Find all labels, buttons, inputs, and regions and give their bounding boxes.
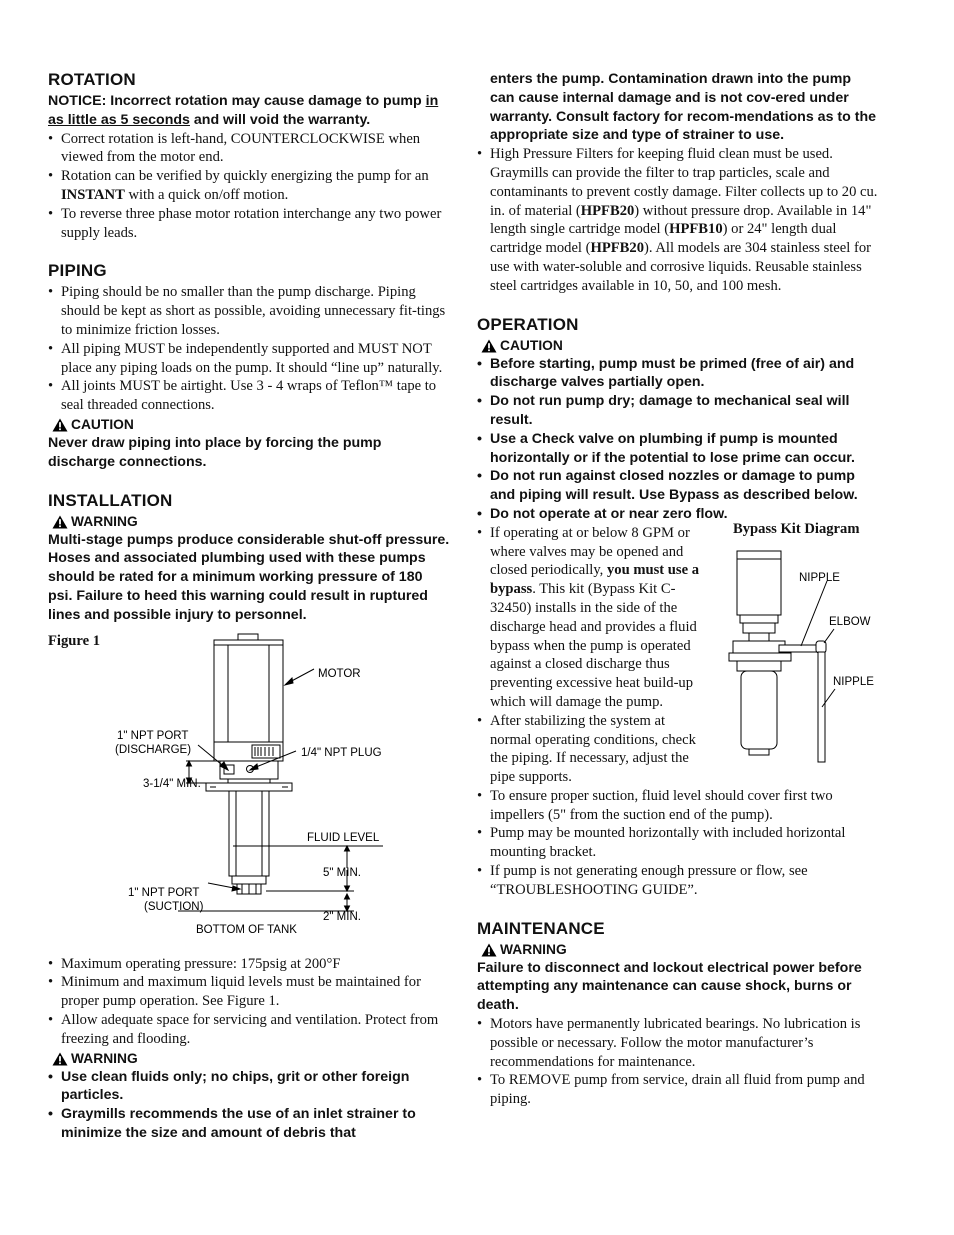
list-item: • Motors have permanently lubricated bearings. No lubrication is possible or necessary. Follow the motor manufacturer’s recommendations for maintenance. [477, 1015, 879, 1071]
label-motor: MOTOR [318, 667, 361, 680]
label-discharge-1: 1" NPT PORT [117, 729, 189, 742]
installation-heading: INSTALLATION [48, 490, 173, 510]
warning-text: Multi-stage pumps produce considerable shut-off pressure. Hoses and associated plumbing used with these pumps should be rated for a minimum working pressure of 180 psi. Failure to heed this warning could result in ruptured lines and possible injury to personnel. [48, 531, 450, 623]
rotation-heading: ROTATION [48, 70, 136, 89]
list-item: • All joints MUST be airtight. Use 3 - 4 wraps of Teflon™ tape to seal threaded connections. [48, 377, 450, 415]
list-item: • Use a Check valve on plumbing if pump is mounted horizontally or if the potential to lose prime can occur. [477, 430, 879, 468]
warning-triangle-icon [52, 515, 68, 529]
pump-diagram [48, 625, 450, 955]
list-item: • Before starting, pump must be primed (free of air) and discharge valves partially open. [477, 355, 879, 393]
warning-alert [477, 941, 879, 959]
operation-section [477, 315, 879, 900]
right-column [477, 70, 879, 1109]
list-item: • Maximum operating pressure: 175psig at 200°F [48, 955, 450, 974]
caution-label: CAUTION [71, 416, 134, 432]
bypass-title: Bypass Kit Diagram [733, 520, 860, 537]
warning-triangle-icon [481, 339, 497, 353]
list-item: • Minimum and maximum liquid levels must be maintained for proper pump operation. See Figure 1. [48, 973, 450, 1011]
label-bottom-tank: BOTTOM OF TANK [196, 923, 297, 936]
piping-heading: PIPING [48, 261, 107, 281]
operation-heading: OPERATION [477, 314, 579, 334]
label-min-5: 5" MIN. [323, 866, 361, 879]
list-item: • Do not operate at or near zero flow. [477, 505, 879, 524]
list-item: • Allow adequate space for servicing and ventilation. Protect from freezing and flooding. [48, 1011, 450, 1049]
list-item: • After stabilizing the system at normal operating conditions, check the piping. If necessary, adjust the pipe supports. [477, 712, 702, 787]
caution-label: CAUTION [500, 337, 563, 353]
list-item: • Pump may be mounted horizontally with included horizontal mounting bracket. [477, 824, 879, 862]
installation-section [48, 491, 450, 1143]
label-elbow: ELBOW [829, 615, 871, 628]
label-min-314: 3-1/4" MIN. [143, 777, 201, 790]
list-item: • Rotation can be verified by quickly energizing the pump for an INSTANT with a quick on/off motion. [48, 167, 450, 205]
warning-text: Failure to disconnect and lockout electrical power before attempting any maintenance can cause shock, burns or death. [477, 959, 862, 1014]
maintenance-list [477, 1015, 879, 1109]
caution-list [477, 355, 879, 524]
rotation-list [48, 130, 450, 243]
figure-1 [48, 625, 450, 955]
warning-triangle-icon [52, 1052, 68, 1066]
list-item: • All piping MUST be independently supported and MUST NOT place any piping loads on the pump. It should “line up” naturally. [48, 340, 450, 378]
piping-section [48, 261, 450, 471]
warning-alert-2 [48, 1050, 450, 1068]
label-nipple-top: NIPPLE [799, 571, 840, 584]
warning-label: WARNING [500, 941, 567, 957]
list-item: • High Pressure Filters for keeping fluid clean must be used. Graymills can provide the filter to trap particles, scale and contaminants to prevent costly damage. Filter collects up to 20 cu. in. of material (HPFB20) without pressure drop. Available in 14" length single cartridge model (HPFB10) or 24" length dual cartridge model (HPFB20). All models are 304 stainless steel for use with water-soluble and corrosive liquids. Reusable stainless steel cartridges available in 10, 50, and 100 mesh. [477, 145, 879, 295]
installation-list [48, 955, 450, 1049]
piping-list [48, 283, 450, 415]
strainer-continued: enters the pump. Contamination drawn into the pump can cause internal damage and is not cov-ered under warranty. Consult factory for recom-mendations as to the appropriate size and type of strainer to use. [490, 71, 877, 144]
label-suction-1: 1" NPT PORT [128, 886, 200, 899]
list-item: • Do not run pump dry; damage to mechanical seal will result. [477, 392, 879, 430]
warning-triangle-icon [52, 418, 68, 432]
list-item: • Graymills recommends the use of an inlet strainer to minimize the size and amount of debris that [48, 1105, 450, 1143]
list-item: • If pump is not generating enough pressure or flow, see “TROUBLESHOOTING GUIDE”. [477, 862, 879, 900]
bypass-drawing [727, 521, 887, 771]
bypass-kit-diagram [727, 521, 887, 771]
warning-label: WARNING [71, 1050, 138, 1066]
caution-text: Never draw piping into place by forcing the pump discharge connections. [48, 434, 382, 470]
warning-alert [48, 513, 450, 531]
label-fluid-level: FLUID LEVEL [307, 831, 380, 844]
list-item: • Use clean fluids only; no chips, grit or other foreign particles. [48, 1068, 450, 1106]
label-discharge-2: (DISCHARGE) [115, 743, 192, 756]
label-min-2: 2" MIN. [323, 910, 361, 923]
list-item: • Correct rotation is left-hand, COUNTERCLOCKWISE when viewed from the motor end. [48, 130, 450, 168]
list-item: • If operating at or below 8 GPM or where valves may be opened and closed periodically, you must use a bypass. This kit (Bypass Kit C-32450) installs in the side of the discharge head and provides a fluid bypass when the pump is operated against a closed discharge thus preventing excessive heat build-up which will damage the pump. [477, 524, 702, 712]
rotation-notice: NOTICE: Incorrect rotation may cause damage to pump in as little as 5 seconds and will void the warranty. [48, 93, 439, 128]
caution-alert [477, 337, 879, 355]
maintenance-section [477, 919, 879, 1109]
list-item: • Do not run against closed nozzles or damage to pump and piping will result. Use Bypass as described below. [477, 467, 879, 505]
label-nipple-bottom: NIPPLE [833, 675, 874, 688]
rotation-section [48, 70, 450, 242]
figure-label: Figure 1 [48, 632, 101, 649]
bypass-list [477, 524, 702, 787]
maintenance-heading: MAINTENANCE [477, 918, 605, 938]
operation-list [477, 787, 879, 900]
list-item: • Piping should be no smaller than the pump discharge. Piping should be kept as short as possible, avoiding unnecessary fit-tings to minimize friction losses. [48, 283, 450, 339]
bypass-block [477, 520, 879, 787]
left-column [48, 70, 450, 1143]
warning-triangle-icon [481, 943, 497, 957]
label-suction-2: (SUCTION) [144, 900, 204, 913]
list-item: • To REMOVE pump from service, drain all fluid from pump and piping. [477, 1071, 879, 1109]
filter-list [477, 145, 879, 295]
list-item: • To ensure proper suction, fluid level should cover first two impellers (5" from the suction end of the pump). [477, 787, 879, 825]
list-item: • To reverse three phase motor rotation interchange any two power supply leads. [48, 205, 450, 243]
caution-alert [48, 416, 450, 434]
warning-label: WARNING [71, 513, 138, 529]
warning-list [48, 1068, 450, 1143]
label-npt-plug: 1/4" NPT PLUG [301, 746, 382, 759]
